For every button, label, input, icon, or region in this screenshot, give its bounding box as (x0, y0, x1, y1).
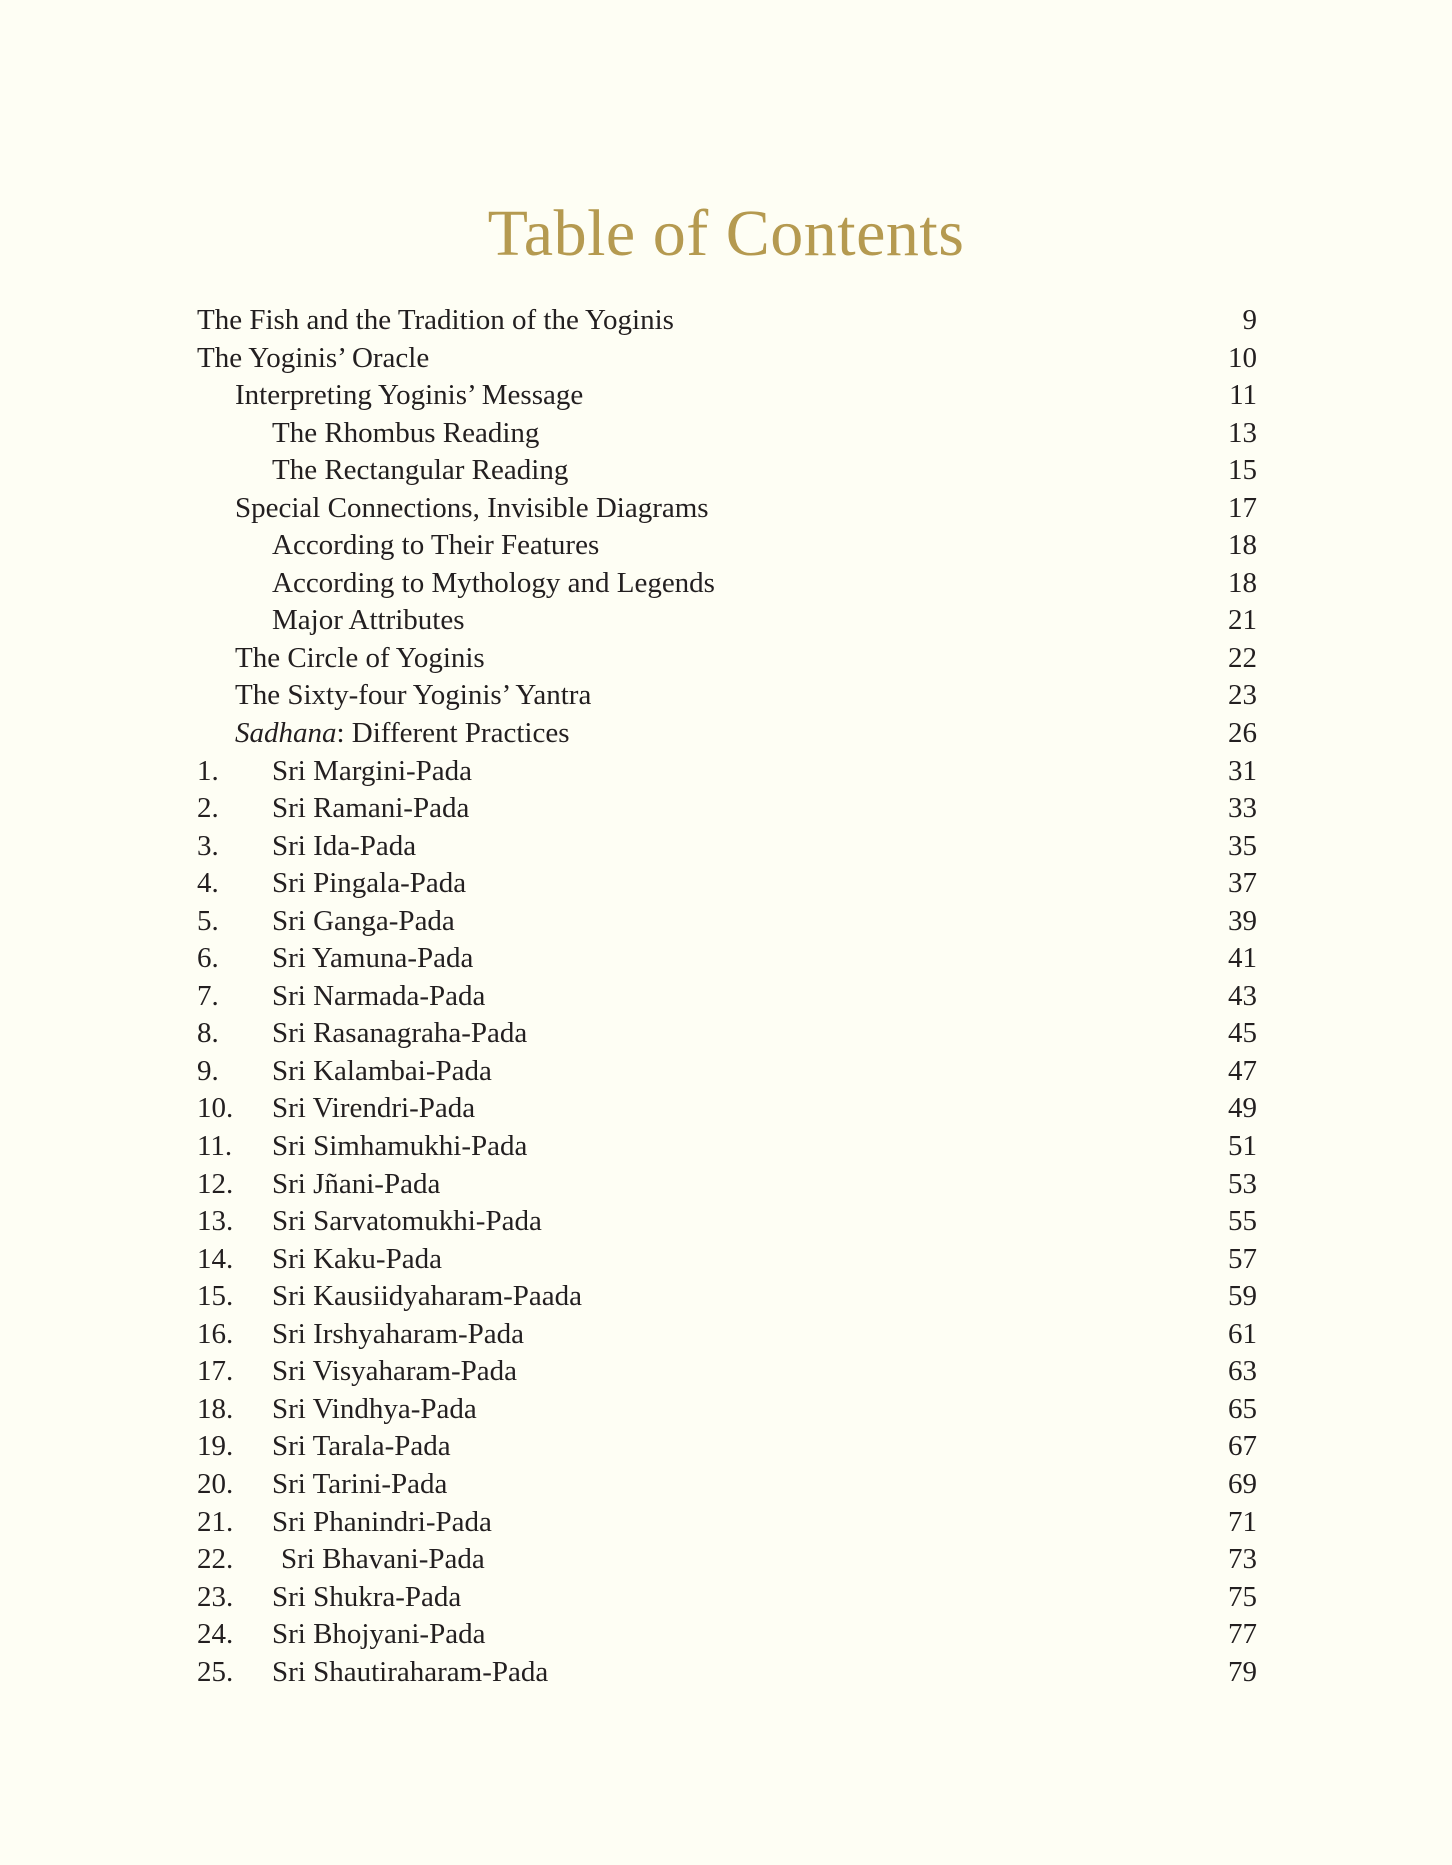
toc-entry-label: According to Their Features (272, 529, 600, 562)
toc-entry-page: 13 (1228, 416, 1257, 449)
toc-numbered-entry (197, 1353, 1257, 1391)
toc-entry-page: 59 (1228, 1280, 1257, 1313)
toc-numbered-entry (197, 1316, 1257, 1354)
toc-entry-label: Sri Kalambai-Pada (272, 1054, 492, 1087)
toc-entry-page: 71 (1228, 1505, 1257, 1538)
toc-entry-number: 20. (197, 1467, 234, 1500)
toc-entry-label-group (235, 715, 569, 753)
toc-entry-page: 9 (1242, 304, 1257, 336)
toc-entry-label: Sri Ramani-Pada (272, 792, 470, 825)
toc-entry-label: Sri Margini-Pada (272, 754, 473, 787)
toc-entry-number: 18. (197, 1392, 234, 1425)
toc-numbered-entry (197, 1053, 1257, 1091)
toc-entry (197, 377, 1257, 415)
toc-entry-page: 26 (1228, 717, 1257, 750)
toc-entry-label: : Different Practices (336, 717, 570, 750)
toc-numbered-entry (197, 1616, 1257, 1654)
toc-entry (197, 452, 1257, 490)
toc-numbered-entry (197, 903, 1257, 941)
toc-entry-page: 65 (1228, 1392, 1257, 1425)
toc-numbered-entry (197, 1203, 1257, 1241)
toc-entry-label: Major Attributes (272, 604, 465, 637)
toc-entry-page: 21 (1228, 604, 1257, 637)
toc-entry-label: Sri Pingala-Pada (272, 867, 467, 900)
toc-entry-page: 11 (1229, 379, 1257, 412)
toc-entry-label: The Fish and the Tradition of the Yoginis (197, 304, 674, 336)
toc-numbered-entry (197, 1428, 1257, 1466)
toc-entry-page: 55 (1228, 1205, 1257, 1238)
toc-numbered-entry (197, 1579, 1257, 1617)
toc-entry-page: 57 (1228, 1242, 1257, 1275)
toc-entry-number: 13. (197, 1205, 234, 1238)
toc-entry-page: 41 (1228, 942, 1257, 975)
toc-entry-page: 51 (1228, 1130, 1257, 1163)
toc-entry-number: 6. (197, 942, 219, 975)
toc-entry-label: Sri Vindhya-Pada (272, 1392, 477, 1425)
toc-entry-page: 47 (1228, 1054, 1257, 1087)
toc-entry-number: 11. (197, 1130, 233, 1163)
toc-entry-number: 14. (197, 1242, 234, 1275)
toc-entry-page: 49 (1228, 1092, 1257, 1125)
toc-entry-label: Sri Kausiidyaharam-Paada (272, 1280, 583, 1313)
toc-entry (197, 527, 1257, 565)
toc-entry-label: Sri Sarvatomukhi-Pada (272, 1205, 542, 1238)
toc-entry-label: Sri Tarala-Pada (272, 1430, 451, 1463)
toc-numbered-entry (197, 1128, 1257, 1166)
toc-entry (197, 677, 1257, 715)
toc-entry-page: 33 (1228, 792, 1257, 825)
toc-entry-label: Sri Bhavani-Pada (281, 1543, 485, 1576)
toc-entry-number: 4. (197, 867, 219, 900)
toc-numbered-entry (197, 790, 1257, 828)
toc-entry-page: 73 (1228, 1543, 1257, 1576)
toc-entry-label: Special Connections, Invisible Diagrams (235, 491, 709, 524)
toc-entry-page: 53 (1228, 1167, 1257, 1200)
toc-entry-label: Sri Irshyaharam-Pada (272, 1317, 525, 1350)
toc-entry-page: 22 (1228, 641, 1257, 674)
toc-entry-number: 15. (197, 1280, 234, 1313)
toc-entry-label: Sri Ganga-Pada (272, 904, 455, 937)
toc-entry-page: 45 (1228, 1017, 1257, 1050)
toc-entry-page: 43 (1228, 979, 1257, 1012)
toc-numbered-entry (197, 1015, 1257, 1053)
toc-entry-label: Sri Simhamukhi-Pada (272, 1130, 528, 1163)
toc-entry-label: The Sixty-four Yoginis’ Yantra (235, 679, 592, 712)
toc-entry-page: 10 (1228, 341, 1257, 374)
toc-entry (197, 602, 1257, 640)
toc-entry (197, 715, 1257, 753)
toc-entry-label: Sri Shautiraharam-Pada (272, 1655, 549, 1688)
toc-entry-label: Interpreting Yoginis’ Message (235, 379, 584, 412)
toc-entry-label: Sri Tarini-Pada (272, 1467, 448, 1500)
toc-entry-label: The Rhombus Reading (272, 416, 540, 449)
toc-entry (197, 302, 1257, 340)
toc-entry-number: 12. (197, 1167, 234, 1200)
toc-entry-number: 17. (197, 1355, 234, 1388)
toc-numbered-entry (197, 1654, 1257, 1692)
toc-entry-label: Sri Visyaharam-Pada (272, 1355, 517, 1388)
toc-numbered-entry (197, 1541, 1257, 1579)
toc-entry-label: Sri Rasanagraha-Pada (272, 1017, 528, 1050)
toc-entry-page: 75 (1228, 1580, 1257, 1613)
table-of-contents (197, 302, 1257, 1691)
toc-entry-number: 3. (197, 829, 219, 862)
toc-entry-number: 2. (197, 792, 219, 825)
toc-entry-label: Sri Narmada-Pada (272, 979, 486, 1012)
toc-entry-page: 23 (1228, 679, 1257, 712)
toc-entry-number: 16. (197, 1317, 234, 1350)
toc-entry-page: 37 (1228, 867, 1257, 900)
toc-numbered-entry (197, 1391, 1257, 1429)
toc-entry-page: 15 (1228, 454, 1257, 487)
toc-entry-page: 35 (1228, 829, 1257, 862)
toc-entry-label: Sri Phanindri-Pada (272, 1505, 492, 1538)
toc-numbered-entry (197, 828, 1257, 866)
toc-entry (197, 565, 1257, 603)
toc-numbered-entry (197, 1278, 1257, 1316)
toc-entry-page: 31 (1228, 754, 1257, 787)
toc-entry-page: 17 (1228, 491, 1257, 524)
toc-numbered-entry (197, 1466, 1257, 1504)
toc-entry-number: 21. (197, 1505, 234, 1538)
toc-entry-number: 1. (197, 754, 219, 787)
toc-entry-label: Sri Bhojyani-Pada (272, 1618, 486, 1651)
toc-numbered-entry (197, 865, 1257, 903)
toc-entry (197, 640, 1257, 678)
toc-entry-number: 25. (197, 1655, 234, 1688)
toc-entry-number: 5. (197, 904, 219, 937)
toc-entry-label: The Yoginis’ Oracle (197, 341, 430, 374)
toc-numbered-entry (197, 1166, 1257, 1204)
toc-entry (197, 415, 1257, 453)
toc-entry-label: Sri Jñani-Pada (272, 1167, 441, 1200)
toc-numbered-entry (197, 753, 1257, 791)
toc-entry-page: 79 (1228, 1655, 1257, 1688)
toc-numbered-entry (197, 940, 1257, 978)
toc-entry-label: Sri Kaku-Pada (272, 1242, 442, 1275)
toc-entry-number: 10. (197, 1092, 234, 1125)
toc-entry-label: The Rectangular Reading (272, 454, 569, 487)
toc-entry (197, 340, 1257, 378)
toc-numbered-entry (197, 1504, 1257, 1542)
toc-entry (197, 490, 1257, 528)
toc-entry-number: 23. (197, 1580, 234, 1613)
toc-numbered-entry (197, 978, 1257, 1016)
toc-entry-number: 8. (197, 1017, 219, 1050)
toc-entry-page: 67 (1228, 1430, 1257, 1463)
toc-entry-page: 18 (1228, 529, 1257, 562)
toc-entry-label: Sri Virendri-Pada (272, 1092, 476, 1125)
page-title: Table of Contents (487, 197, 965, 271)
toc-entry-label: The Circle of Yoginis (235, 641, 485, 674)
toc-entry-page: 69 (1228, 1467, 1257, 1500)
toc-numbered-entry (197, 1241, 1257, 1279)
toc-entry-page: 18 (1228, 566, 1257, 599)
toc-entry-number: 9. (197, 1054, 219, 1087)
toc-entry-number: 19. (197, 1430, 234, 1463)
toc-entry-label-italic: Sadhana (235, 717, 337, 750)
toc-entry-page: 61 (1228, 1317, 1257, 1350)
toc-entry-page: 39 (1228, 904, 1257, 937)
toc-entry-number: 22. (197, 1543, 234, 1576)
toc-entry-label: Sri Yamuna-Pada (272, 942, 474, 975)
toc-entry-number: 24. (197, 1618, 234, 1651)
toc-entry-page: 63 (1228, 1355, 1257, 1388)
toc-entry-label: Sri Ida-Pada (272, 829, 417, 862)
toc-entry-number: 7. (197, 979, 219, 1012)
toc-entry-label: According to Mythology and Legends (272, 566, 715, 599)
toc-entry-page: 77 (1228, 1618, 1257, 1651)
toc-numbered-entry (197, 1090, 1257, 1128)
toc-entry-label: Sri Shukra-Pada (272, 1580, 462, 1613)
